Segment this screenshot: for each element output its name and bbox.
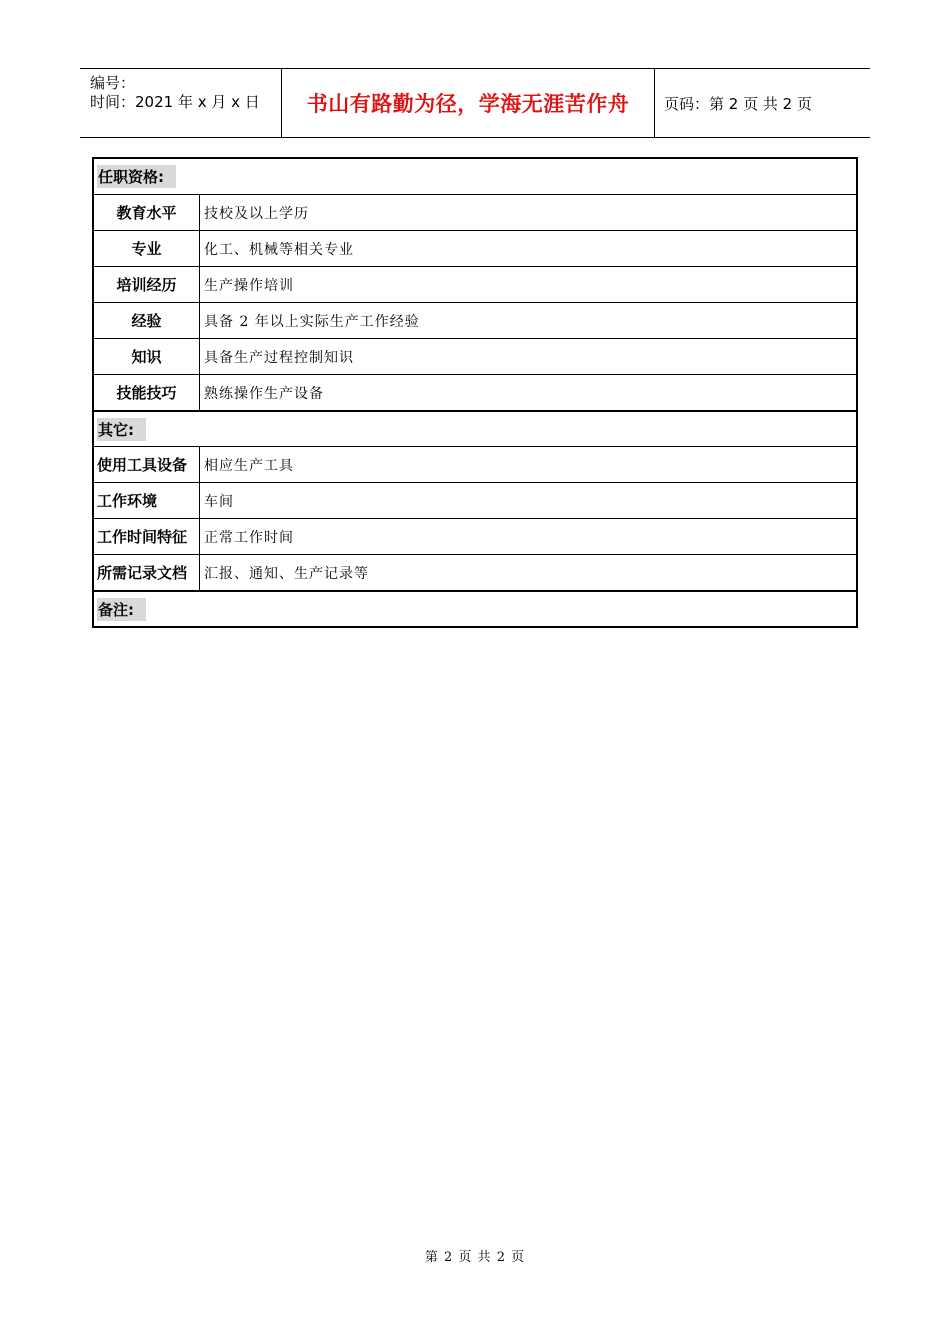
section-row-other	[94, 410, 856, 446]
row-value: 车间	[204, 493, 234, 510]
row-value: 熟练操作生产设备	[204, 385, 324, 402]
table-row	[94, 374, 856, 410]
row-label: 所需记录文档	[94, 555, 200, 590]
page-header	[80, 68, 870, 138]
row-value: 具备生产过程控制知识	[204, 349, 354, 366]
section-row-qualifications	[94, 159, 856, 194]
header-page-info: 页码：第 2 页 共 2 页	[664, 94, 812, 113]
table-row	[94, 446, 856, 482]
row-label: 技能技巧	[94, 375, 200, 410]
document-number-label: 编号：	[90, 74, 136, 92]
section-title-other: 其它:	[97, 418, 146, 441]
row-value: 技校及以上学历	[204, 205, 309, 222]
row-label: 教育水平	[94, 195, 200, 230]
section-title-remarks: 备注:	[97, 598, 146, 621]
row-label: 工作时间特征	[94, 519, 200, 554]
job-requirements-table	[92, 157, 858, 628]
table-row	[94, 230, 856, 266]
section-row-remarks	[94, 590, 856, 626]
table-row	[94, 482, 856, 518]
row-label: 经验	[94, 303, 200, 338]
table-row	[94, 518, 856, 554]
row-label: 使用工具设备	[94, 447, 200, 482]
header-meta	[80, 69, 280, 137]
row-label: 专业	[94, 231, 200, 266]
row-value: 化工、机械等相关专业	[204, 241, 354, 258]
document-date: 时间：2021 年 x 月 x 日	[90, 93, 260, 111]
row-value: 生产操作培训	[204, 277, 294, 294]
page-footer: 第 2 页 共 2 页	[424, 1250, 526, 1265]
table-row	[94, 194, 856, 230]
table-row	[94, 338, 856, 374]
row-value: 正常工作时间	[204, 529, 294, 546]
section-title-qualifications: 任职资格:	[97, 165, 176, 188]
row-value: 相应生产工具	[204, 457, 294, 474]
row-label: 知识	[94, 339, 200, 374]
table-row	[94, 554, 856, 590]
table-row	[94, 266, 856, 302]
header-slogan-cell	[281, 69, 655, 137]
row-label: 工作环境	[94, 483, 200, 518]
row-value: 具备 2 年以上实际生产工作经验	[204, 313, 420, 330]
table-row	[94, 302, 856, 338]
header-slogan: 书山有路勤为径，学海无涯苦作舟	[306, 92, 630, 116]
row-label: 培训经历	[94, 267, 200, 302]
row-value: 汇报、通知、生产记录等	[204, 565, 369, 582]
